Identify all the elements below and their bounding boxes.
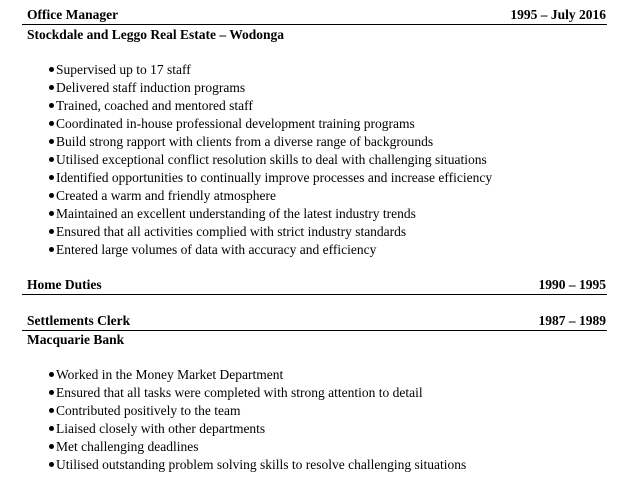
list-item: Trained, coached and mentored staff (49, 97, 492, 115)
list-item: Build strong rapport with clients from a diverse range of backgrounds (49, 133, 492, 151)
list-item: Ensured that all activities complied with strict industry standards (49, 223, 492, 241)
job-dates: 1995 – July 2016 (510, 7, 606, 22)
company-name: Stockdale and Leggo Real Estate – Wodonga (27, 27, 285, 42)
job-company (27, 26, 606, 44)
bullet-icon (49, 193, 54, 198)
bullet-icon (49, 67, 54, 72)
job-dates: 1987 – 1989 (538, 313, 606, 328)
job-duties-list (49, 366, 466, 474)
job-title: Home Duties (27, 277, 102, 292)
list-item: Met challenging deadlines (49, 438, 466, 456)
list-item: Delivered staff induction programs (49, 79, 492, 97)
list-item: Utilised exceptional conflict resolution skills to deal with challenging situations (49, 151, 492, 169)
bullet-icon (49, 372, 54, 377)
list-item: Utilised outstanding problem solving skills to resolve challenging situations (49, 456, 466, 474)
bullet-icon (49, 157, 54, 162)
job-header-settlements-clerk (27, 312, 606, 330)
list-item: Supervised up to 17 staff (49, 61, 492, 79)
list-item: Maintained an excellent understanding of the latest industry trends (49, 205, 492, 223)
job-dates: 1990 – 1995 (538, 277, 606, 292)
bullet-icon (49, 85, 54, 90)
company-name: Macquarie Bank (27, 332, 125, 347)
bullet-icon (49, 444, 54, 449)
bullet-icon (49, 426, 54, 431)
bullet-icon (49, 121, 54, 126)
bullet-icon (49, 390, 54, 395)
bullet-icon (49, 139, 54, 144)
section-divider (22, 24, 607, 25)
list-item: Ensured that all tasks were completed with strong attention to detail (49, 384, 466, 402)
list-item: Entered large volumes of data with accuracy and efficiency (49, 241, 492, 259)
bullet-icon (49, 211, 54, 216)
list-item: Worked in the Money Market Department (49, 366, 466, 384)
job-title: Office Manager (27, 7, 119, 22)
bullet-icon (49, 175, 54, 180)
bullet-icon (49, 462, 54, 467)
list-item: Liaised closely with other departments (49, 420, 466, 438)
list-item: Created a warm and friendly atmosphere (49, 187, 492, 205)
list-item: Identified opportunities to continually improve processes and increase efficiency (49, 169, 492, 187)
job-duties-list (49, 61, 492, 259)
list-item: Coordinated in-house professional development training programs (49, 115, 492, 133)
job-header-office-manager (27, 6, 606, 24)
job-company (27, 331, 606, 349)
job-header-home-duties (27, 276, 606, 294)
list-item: Contributed positively to the team (49, 402, 466, 420)
bullet-icon (49, 408, 54, 413)
section-divider (22, 294, 607, 295)
bullet-icon (49, 103, 54, 108)
bullet-icon (49, 247, 54, 252)
job-title: Settlements Clerk (27, 313, 131, 328)
bullet-icon (49, 229, 54, 234)
